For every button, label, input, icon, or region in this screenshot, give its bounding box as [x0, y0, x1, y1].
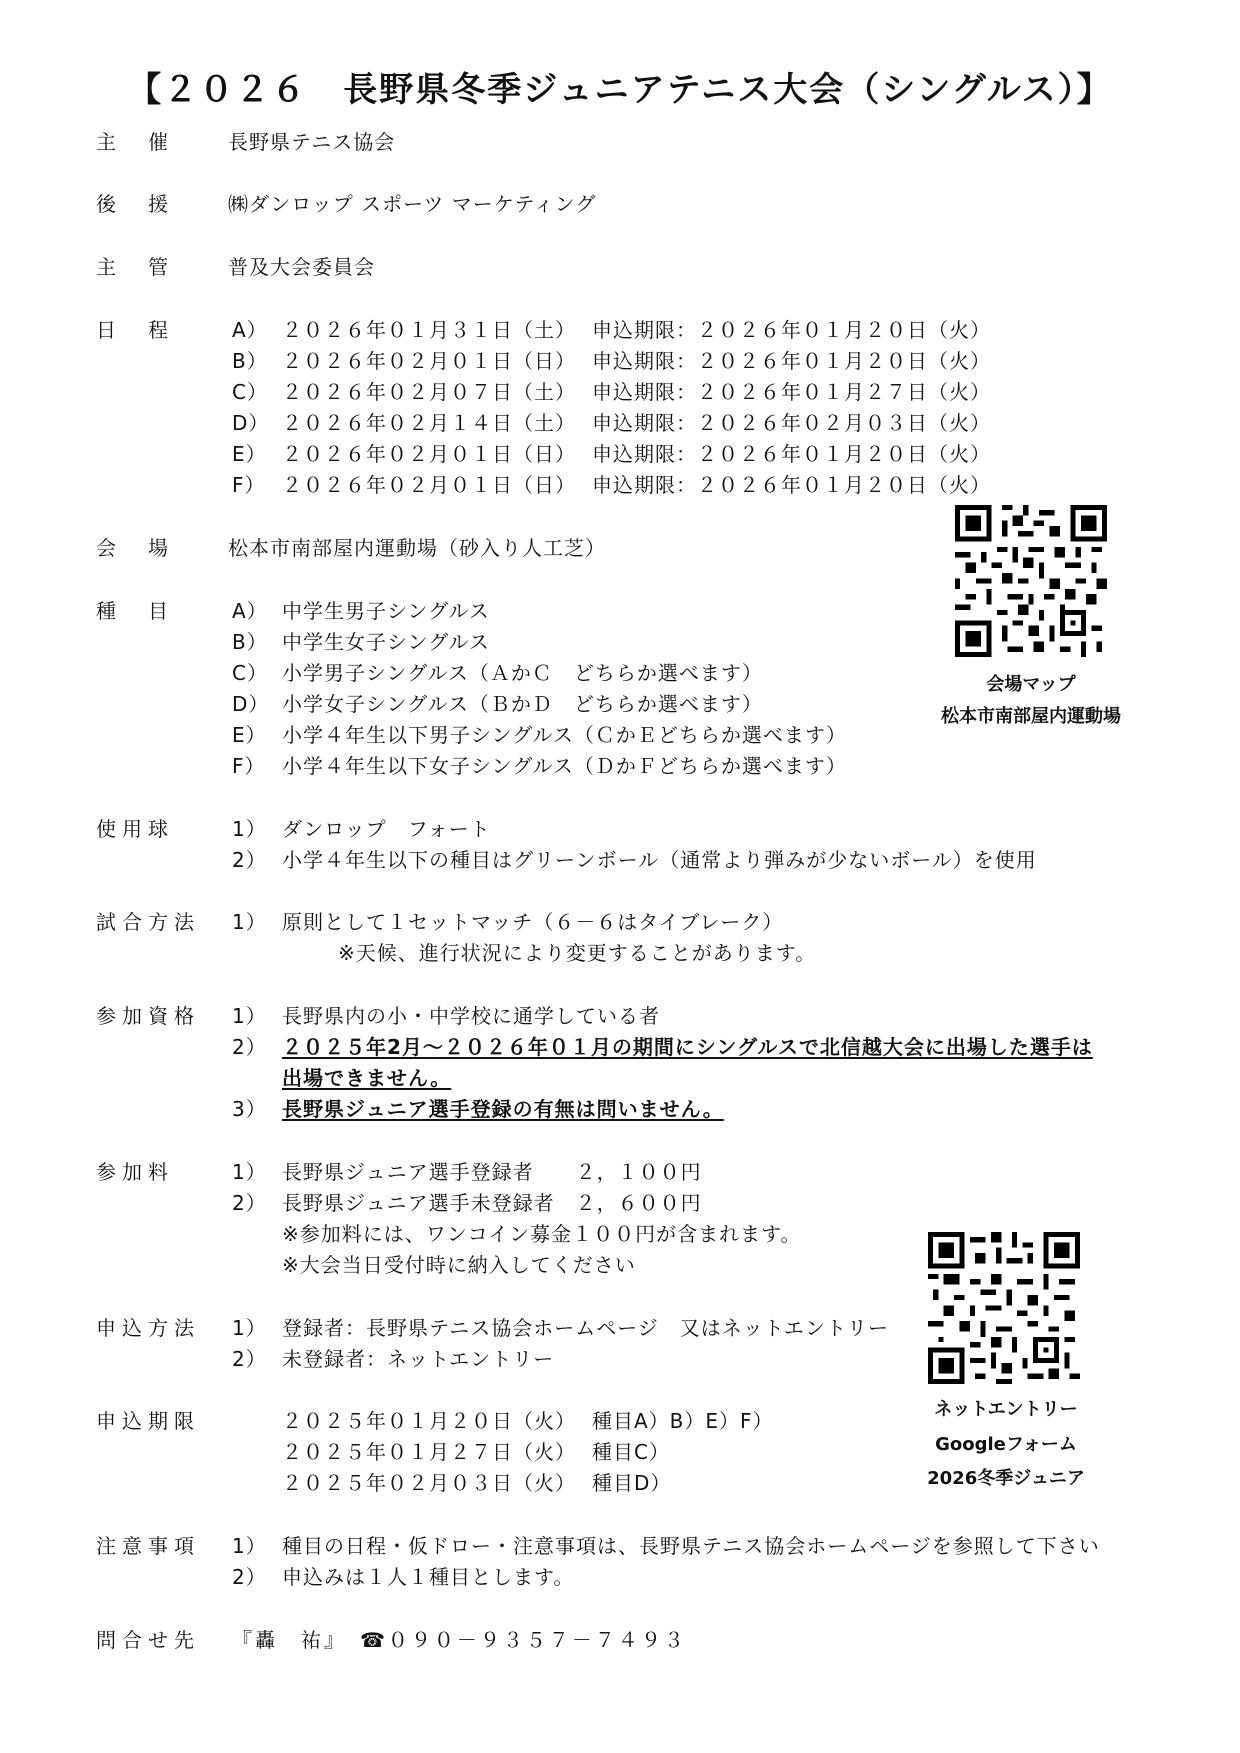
entry-qr-caption: ネットエントリー — [934, 1399, 1078, 1420]
schedule-date: ２０２６年０１月３１日（土） — [282, 318, 576, 342]
fee-note: ※参加料には、ワンコイン募金１００円が含まれます。 — [282, 1222, 802, 1246]
deadline-events: 種目A）B）E）F） — [592, 1409, 774, 1433]
schedule-date: ２０２６年０２月１４日（土） — [282, 411, 576, 435]
event-item: D） 小学女子シングルス（ＢかＤ どちらか選べます） — [232, 692, 763, 716]
deadline-date: ２０２５年０２月０３日（火） — [282, 1471, 576, 1495]
venue-qr-caption: 松本市南部屋内運動場 — [941, 706, 1121, 727]
organizer-label: 主 催 — [96, 130, 174, 154]
event-item: C） 小学男子シングルス（ＡかＣ どちらか選べます） — [232, 661, 763, 685]
schedule-date: ２０２６年０２月０１日（日） — [282, 442, 576, 466]
eligibility-note: 長野県ジュニア選手登録の有無は問いません。 — [282, 1097, 724, 1121]
fee-label: 参加料 — [96, 1160, 174, 1184]
contact-label: 問合せ先 — [96, 1628, 200, 1652]
schedule-label: 日 程 — [96, 318, 174, 342]
event-item: E） 小学４年生以下男子シングルス（ＣかＥどちらか選べます） — [232, 723, 847, 747]
venue-qr-caption: 会場マップ — [986, 674, 1076, 695]
schedule-date: ２０２６年０２月０１日（日） — [282, 473, 576, 497]
entry-qr-caption: Googleフォーム — [935, 1434, 1077, 1455]
events-label: 種 目 — [96, 599, 174, 623]
sponsor-label: 後 援 — [96, 192, 174, 216]
event-item: F） 小学４年生以下女子シングルス（ＤかＦどちらか選べます） — [232, 754, 847, 778]
eligibility-warning: ２０２５年2月～２０２６年０１月の期間にシングルスで北信越大会に出場した選手は — [282, 1035, 1093, 1059]
fee-note: ※大会当日受付時に納入してください — [282, 1253, 636, 1277]
deadline-events: 種目D） — [592, 1471, 672, 1495]
schedule-deadline: 申込期限：２０２６年０１月２０日（火） — [592, 318, 991, 342]
schedule-deadline: 申込期限：２０２６年０１月２０日（火） — [592, 349, 991, 373]
venue-map-qr-code[interactable] — [955, 505, 1107, 657]
notes-item: 1） 種目の日程・仮ドロー・注意事項は、長野県テニス協会ホームページを参照して下さい — [232, 1534, 1100, 1558]
deadline-label: 申込期限 — [96, 1409, 200, 1433]
application-item: 1） 登録者：長野県テニス協会ホームページ 又はネットエントリー — [232, 1316, 889, 1340]
deadline-date: ２０２５年０１月２７日（火） — [282, 1440, 576, 1464]
schedule-deadline: 申込期限：２０２６年０１月２７日（火） — [592, 380, 991, 404]
schedule-row: F） ２０２６年０２月０１日（日） — [232, 473, 576, 497]
schedule-row: C） ２０２６年０２月０７日（土） — [232, 380, 576, 404]
deadline-date: ２０２５年０１月２０日（火） — [282, 1409, 576, 1433]
ball-item: 1） ダンロップ フォート — [232, 817, 491, 841]
notes-label: 注意事項 — [96, 1534, 200, 1558]
sponsor-value: ㈱ダンロップ スポーツ マーケティング — [228, 192, 597, 216]
match-label: 試合方法 — [96, 910, 200, 934]
schedule-row: B） ２０２６年０２月０１日（日） — [232, 349, 576, 373]
match-item: 1） 原則として１セットマッチ（６－６はタイブレーク） — [232, 910, 784, 934]
schedule-deadline: 申込期限：２０２６年０２月０３日（火） — [592, 411, 991, 435]
schedule-row: A） ２０２６年０１月３１日（土） — [232, 318, 576, 342]
manager-label: 主 管 — [96, 255, 174, 279]
schedule-date: ２０２６年０２月０７日（土） — [282, 380, 576, 404]
notes-item: 2） 申込みは１人１種目とします。 — [232, 1565, 575, 1589]
eligibility-item: 1） 長野県内の小・中学校に通学している者 — [232, 1004, 660, 1028]
fee-item: 2） 長野県ジュニア選手未登録者 ２，６００円 — [232, 1191, 702, 1215]
ball-label: 使用球 — [96, 817, 174, 841]
event-item: A） 中学生男子シングルス — [232, 599, 490, 623]
schedule-row: E） ２０２６年０２月０１日（日） — [232, 442, 576, 466]
schedule-deadline: 申込期限：２０２６年０１月２０日（火） — [592, 473, 991, 497]
schedule-row: D） ２０２６年０２月１４日（土） — [232, 411, 576, 435]
venue-label: 会 場 — [96, 536, 174, 560]
schedule-date: ２０２６年０２月０１日（日） — [282, 349, 576, 373]
eligibility-label: 参加資格 — [96, 1004, 200, 1028]
application-item: 2） 未登録者：ネットエントリー — [232, 1347, 555, 1371]
match-note: ※天候、進行状況により変更することがあります。 — [338, 941, 817, 965]
fee-item: 1） 長野県ジュニア選手登録者 ２，１００円 — [232, 1160, 702, 1184]
entry-qr-caption: 2026冬季ジュニア — [927, 1468, 1085, 1489]
ball-item: 2） 小学４年生以下の種目はグリーンボール（通常より弾みが少ないボール）を使用 — [232, 848, 1037, 872]
application-label: 申込方法 — [96, 1316, 200, 1340]
eligibility-item: 2） ２０２５年2月～２０２６年０１月の期間にシングルスで北信越大会に出場した選手は — [232, 1035, 1093, 1059]
net-entry-qr-code[interactable] — [928, 1232, 1080, 1384]
event-item: B） 中学生女子シングルス — [232, 630, 490, 654]
manager-value: 普及大会委員会 — [228, 255, 375, 279]
eligibility-item: 3） 長野県ジュニア選手登録の有無は問いません。 — [232, 1097, 724, 1121]
venue-value: 松本市南部屋内運動場（砂入り人工芝） — [228, 536, 606, 560]
contact-value: 『轟 祐』 ☎０９０－９３５７－７４９３ — [232, 1628, 687, 1652]
organizer-value: 長野県テニス協会 — [228, 130, 396, 154]
schedule-deadline: 申込期限：２０２６年０１月２０日（火） — [592, 442, 991, 466]
page-title: 【２０２６ 長野県冬季ジュニアテニス大会（シングルス）】 — [127, 70, 1113, 110]
eligibility-warning-cont: 出場できません。 — [282, 1066, 452, 1090]
deadline-events: 種目C） — [592, 1440, 670, 1464]
